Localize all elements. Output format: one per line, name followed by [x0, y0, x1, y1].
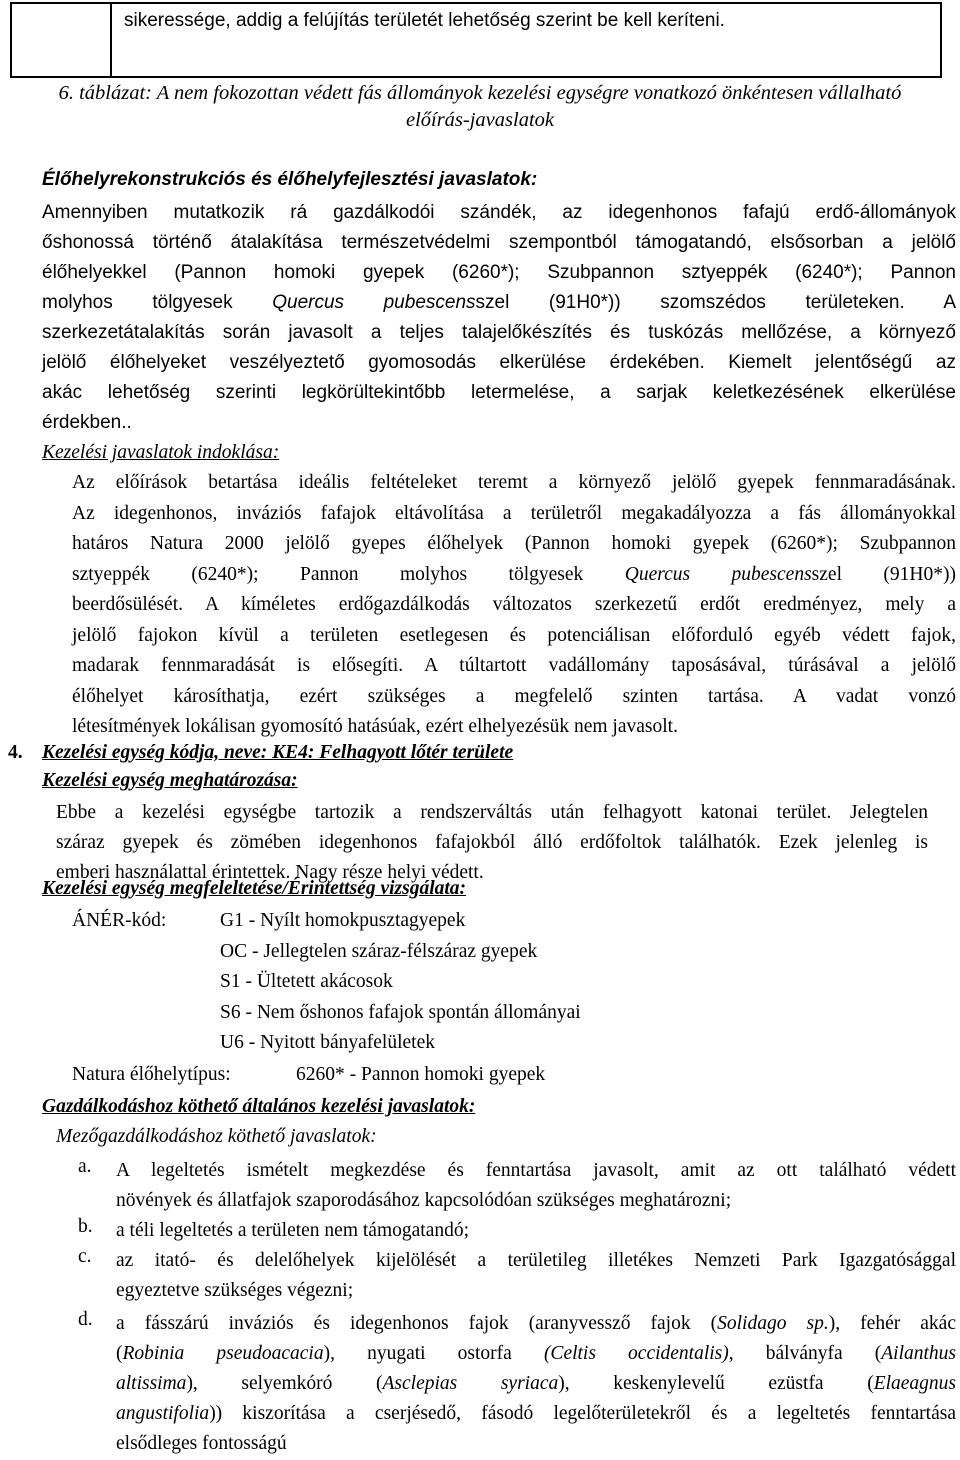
species-name: (Celtis occidentalis) — [543, 1343, 729, 1364]
species-name: angustifolia — [116, 1403, 210, 1424]
habitat-line: jelölő élőhelyeket veszélyeztető gyomosodás elkerülése érdekében. Kiemelt jelentőségű az — [42, 352, 956, 373]
table-caption-line1: 6. táblázat: A nem fokozottan védett fás állományok kezelési egységre vonatkozó önkéntesen vállalható — [58, 82, 902, 104]
agri-item-c — [116, 1246, 956, 1306]
justification-line: létesítmények lokálisan gyomosító hatásúak, ezért elhelyezésük nem javasolt. — [72, 716, 678, 737]
habitat-line: molyhos tölgyesek Quercus pubescensszel (91H0*)) szomszédos területeken. A — [42, 292, 956, 313]
definition-line: Ebbe a kezelési egységbe tartozik a rendszerváltás után felhagyott katonai terület. Jelegtelen — [56, 802, 928, 823]
aner-code: OC - Jellegtelen száraz-félszáraz gyepek — [220, 941, 538, 962]
habitat-heading: Élőhelyrekonstrukciós és élőhelyfejlesztési javaslatok: — [42, 169, 538, 190]
table-divider — [110, 4, 112, 76]
item-line: növények és állatfajok szaporodásához kapcsolódóan szükséges meghatározni; — [116, 1190, 732, 1211]
item-line: egyeztetve szükséges végezni; — [116, 1280, 354, 1301]
definition-line: emberi használattal érintettek. Nagy része helyi védett. — [56, 862, 484, 883]
item-letter: a. — [78, 1156, 92, 1177]
justification-heading: Kezelési javaslatok indoklása: — [42, 442, 280, 463]
definition-heading: Kezelési egység meghatározása: — [42, 770, 298, 791]
justification-line: Az idegenhonos, inváziós fafajok eltávolítása a területről megakadályozza a fás állományokkal — [72, 502, 956, 524]
justification-paragraph — [72, 468, 956, 743]
aner-label: ÁNÉR-kód: — [72, 910, 167, 931]
species-name: Asclepias syriaca — [382, 1373, 559, 1394]
unit-title: Kezelési egység kódja, neve: KE4: Felhagyott lőtér területe — [42, 742, 514, 763]
management-heading: Gazdálkodáshoz köthető általános kezelési javaslatok: — [42, 1096, 476, 1117]
item-letter: b. — [78, 1216, 93, 1237]
species-name: Elaeagnus — [873, 1373, 957, 1394]
justification-line: élőhelyet károsíthatja, ezért szükséges a megfelelő szinten tartása. A vadat vonzó — [72, 685, 956, 707]
species-name: altissima — [116, 1373, 187, 1394]
top-cell-text: sikeressége, addig a felújítás területét lehetőség szerint be kell keríteni. — [124, 10, 725, 31]
item-line: angustifolia)) kiszorítása a cserjésedő, fásodó legelőterületekről és a legeltetés fenntartása — [116, 1403, 956, 1424]
item-line: elsődleges fontosságú — [116, 1433, 287, 1454]
agri-item-d — [116, 1309, 956, 1459]
item-line: a téli legeltetés a területen nem támogatandó; — [116, 1220, 470, 1241]
justification-line: Az előírások betartása ideális feltételeket teremt a környező jelölő gyepek fennmaradásának. — [72, 472, 956, 493]
item-line: A legeltetés ismételt megkezdése és fenntartása javasolt, amit az ott található védett — [116, 1160, 956, 1181]
natura-value: 6260* - Pannon homoki gyepek — [296, 1064, 546, 1085]
item-line: (Robinia pseudoacacia), nyugati ostorfa (Celtis occidentalis), bálványfa (Ailanthus — [116, 1343, 956, 1364]
table-caption-line2: előírás-javaslatok — [405, 109, 555, 131]
species-name: Quercus pubescens — [624, 563, 812, 585]
item-line: a fásszárú inváziós és idegenhonos fajok (aranyvessző fajok (Solidago sp.), fehér akác — [116, 1313, 956, 1334]
species-name: Solidago sp. — [717, 1313, 829, 1334]
habitat-line: őshonossá történő átalakítása természetvédelmi szempontból támogatandó, elsősorban a jelölő — [42, 232, 956, 253]
item-line: az itató- és delelőhelyek kijelölését a területileg illetékes Nemzeti Park Igazgatósággal — [116, 1250, 956, 1271]
agri-heading: Mezőgazdálkodáshoz köthető javaslatok: — [56, 1126, 377, 1147]
natura-label: Natura élőhelytípus: — [72, 1064, 231, 1085]
unit-number: 4. — [8, 742, 23, 763]
aner-code: S6 - Nem őshonos fafajok spontán állományai — [220, 1002, 581, 1023]
habitat-line: szerkezetátalakítás során javasolt a teljes talajelőkészítés és tuskózás mellőzése, a környező — [42, 322, 956, 343]
species-name: Quercus pubescens — [272, 292, 476, 313]
top-table-cell — [10, 2, 942, 78]
habitat-line: Amennyiben mutatkozik rá gazdálkodói szándék, az idegenhonos fafajú erdő-állományok — [42, 202, 956, 223]
habitat-paragraph — [42, 198, 956, 438]
habitat-line: akác lehetőség szerinti legkörültekintőbb letermelése, a sarjak keletkezésének elkerülése — [42, 382, 956, 403]
justification-line: határos Natura 2000 jelölő gyepes élőhelyek (Pannon homoki gyepek (6260*); Szubpannon — [72, 533, 956, 554]
aner-code: S1 - Ültetett akácosok — [220, 971, 393, 992]
agri-item-b — [116, 1216, 956, 1246]
justification-line: beerdősülését. A kíméletes erdőgazdálkodás változatos szerkezetű erdőt eredményez, mely a — [72, 594, 956, 615]
habitat-line: élőhelyekkel (Pannon homoki gyepek (6260*); Szubpannon sztyeppék (6240*); Pannon — [42, 262, 956, 283]
aner-code: G1 - Nyílt homokpusztagyepek — [220, 910, 466, 931]
definition-line: száraz gyepek és zömében idegenhonos fafajokból álló erdőfoltok találhatók. Ezek jelenleg is — [56, 832, 928, 853]
justification-line: sztyeppék (6240*); Pannon molyhos tölgyesek Quercus pubescensszel (91H0*)) — [72, 563, 956, 585]
definition-paragraph — [56, 798, 928, 888]
compliance-heading: Kezelési egység megfeleltetése/Érintettség vizsgálata: — [42, 878, 467, 899]
justification-line: jelölő fajokon kívül a területen esetlegesen és potenciálisan előforduló egyéb védett fajok, — [72, 624, 956, 646]
item-line: altissima), selyemkóró (Asclepias syriaca), keskenylevelű ezüstfa (Elaeagnus — [116, 1373, 957, 1394]
item-letter: d. — [78, 1309, 93, 1330]
species-name: Ailanthus — [881, 1343, 956, 1364]
item-letter: c. — [78, 1246, 92, 1267]
agri-item-a — [116, 1156, 956, 1216]
justification-line: madarak fennmaradását is elősegíti. A túltartott vadállomány taposásával, túrásával a jelölő — [72, 655, 956, 676]
aner-code: U6 - Nyitott bányafelületek — [220, 1032, 435, 1053]
species-name: Robinia pseudoacacia — [122, 1343, 324, 1364]
habitat-line: érdekben.. — [42, 412, 132, 433]
